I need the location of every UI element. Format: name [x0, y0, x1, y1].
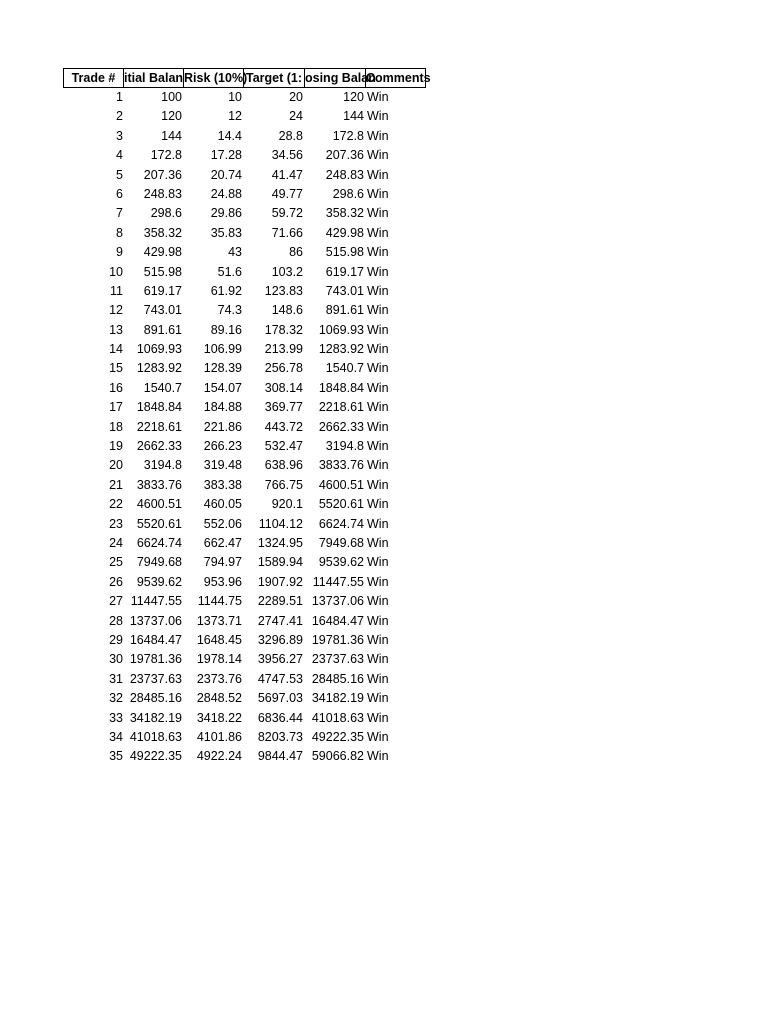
target-cell[interactable]: 20 — [289, 90, 303, 104]
trade-number-cell[interactable]: 10 — [109, 264, 123, 279]
target-cell[interactable]: 3956.27 — [257, 652, 303, 667]
target-cell[interactable]: 369.77 — [264, 400, 303, 415]
risk-cell[interactable]: 1978.14 — [196, 652, 242, 667]
initial-balance-cell[interactable]: 13737.06 — [129, 613, 182, 628]
initial-balance-cell[interactable]: 3833.76 — [136, 477, 182, 492]
closing-balance-cell[interactable]: 298.6 — [332, 186, 364, 201]
table-row — [63, 476, 426, 495]
target-cell[interactable]: 443.72 — [264, 419, 303, 434]
trade-number-cell[interactable]: 27 — [109, 594, 123, 609]
comments-cell[interactable]: Win — [367, 497, 389, 512]
risk-cell[interactable]: 4101.86 — [196, 729, 242, 744]
comments-cell[interactable]: Win — [367, 128, 389, 143]
risk-cell[interactable]: 1144.75 — [197, 594, 242, 609]
initial-balance-cell[interactable]: 7949.68 — [136, 555, 182, 570]
comments-cell[interactable]: Win — [367, 109, 389, 124]
risk-cell[interactable]: 154.07 — [203, 380, 242, 395]
trade-table — [63, 68, 431, 767]
trade-number-cell[interactable]: 22 — [109, 497, 123, 512]
table-row — [63, 166, 426, 185]
closing-balance-cell[interactable]: 619.17 — [325, 264, 364, 279]
table-row — [63, 224, 426, 243]
closing-balance-cell[interactable]: 207.36 — [325, 148, 364, 163]
comments-cell[interactable]: Win — [367, 380, 389, 395]
table-row — [63, 747, 426, 766]
closing-balance-cell[interactable]: 4600.51 — [318, 477, 364, 492]
risk-cell[interactable]: 24.88 — [210, 186, 242, 201]
initial-balance-cell[interactable]: 1283.92 — [136, 361, 182, 376]
target-cell[interactable]: 256.78 — [264, 361, 303, 376]
table-row — [63, 456, 426, 475]
comments-cell[interactable]: Win — [367, 186, 389, 201]
initial-balance-cell[interactable]: 5520.61 — [136, 516, 182, 531]
risk-cell[interactable]: 221.86 — [203, 419, 242, 434]
trade-number-cell[interactable]: 29 — [109, 632, 123, 647]
target-cell[interactable]: 766.75 — [264, 477, 303, 492]
comments-cell[interactable]: Win — [367, 477, 389, 492]
closing-balance-cell[interactable]: 1540.7 — [325, 361, 364, 376]
initial-balance-cell[interactable]: 9539.62 — [136, 574, 182, 589]
comments-cell[interactable]: Win — [367, 225, 389, 240]
target-cell[interactable]: 1104.12 — [258, 516, 303, 531]
table-row — [63, 515, 426, 534]
closing-balance-cell[interactable]: 2218.61 — [318, 400, 364, 415]
target-cell[interactable]: 3296.89 — [257, 632, 303, 647]
risk-cell[interactable]: 3418.22 — [196, 710, 242, 725]
initial-balance-cell[interactable]: 172.8 — [150, 148, 182, 163]
target-cell[interactable]: 8203.73 — [257, 729, 303, 744]
closing-balance-cell[interactable]: 23737.63 — [311, 652, 364, 667]
risk-cell[interactable]: 14.4 — [217, 128, 242, 143]
comments-cell[interactable]: Win — [367, 632, 389, 647]
closing-balance-cell[interactable]: 59066.82 — [311, 749, 364, 764]
trade-number-cell[interactable]: 23 — [109, 516, 123, 531]
table-row — [63, 553, 426, 572]
closing-balance-cell[interactable]: 172.8 — [332, 128, 364, 143]
closing-balance-cell[interactable]: 743.01 — [325, 283, 364, 298]
closing-balance-cell[interactable]: 7949.68 — [318, 535, 364, 550]
table-row — [63, 495, 426, 514]
comments-cell[interactable]: Win — [367, 671, 389, 686]
trade-number-cell[interactable]: 21 — [109, 477, 123, 492]
table-row — [63, 418, 426, 437]
risk-cell[interactable]: 10 — [228, 90, 242, 104]
comments-cell[interactable]: Win — [367, 245, 389, 260]
header-trade-number[interactable]: Trade # — [63, 68, 124, 88]
closing-balance-cell[interactable]: 2662.33 — [318, 419, 364, 434]
comments-cell[interactable]: Win — [367, 710, 389, 725]
trade-number-cell[interactable]: 7 — [116, 206, 123, 221]
comments-cell[interactable]: Win — [367, 652, 389, 667]
trade-number-cell[interactable]: 5 — [116, 167, 123, 182]
risk-cell[interactable]: 89.16 — [210, 322, 242, 337]
initial-balance-cell[interactable]: 3194.8 — [143, 458, 182, 473]
risk-cell[interactable]: 552.06 — [203, 516, 242, 531]
initial-balance-cell[interactable]: 891.61 — [143, 322, 182, 337]
target-cell[interactable]: 49.77 — [271, 186, 303, 201]
initial-balance-cell[interactable]: 100 — [161, 90, 182, 104]
closing-balance-cell[interactable]: 6624.74 — [318, 516, 364, 531]
closing-balance-cell[interactable]: 515.98 — [325, 245, 364, 260]
risk-cell[interactable]: 35.83 — [210, 225, 242, 240]
closing-balance-cell[interactable]: 891.61 — [325, 303, 364, 318]
risk-cell[interactable]: 128.39 — [203, 361, 242, 376]
trade-number-cell[interactable]: 17 — [109, 400, 123, 415]
table-row — [63, 689, 426, 708]
comments-cell[interactable]: Win — [367, 303, 389, 318]
comments-cell[interactable]: Win — [367, 594, 389, 609]
comments-cell[interactable]: Win — [367, 439, 389, 454]
risk-cell[interactable]: 20.74 — [210, 167, 242, 182]
target-cell[interactable]: 920.1 — [271, 497, 303, 512]
closing-balance-cell[interactable]: 1283.92 — [318, 342, 364, 357]
closing-balance-cell[interactable]: 358.32 — [325, 206, 364, 221]
risk-cell[interactable]: 2373.76 — [196, 671, 242, 686]
header-closing-balance[interactable]: osing Balan — [305, 68, 366, 88]
trade-number-cell[interactable]: 32 — [109, 691, 123, 706]
target-cell[interactable]: 86 — [289, 245, 303, 260]
risk-cell[interactable]: 662.47 — [203, 535, 242, 550]
table-row — [63, 709, 426, 728]
risk-cell[interactable]: 1648.45 — [196, 632, 242, 647]
risk-cell[interactable]: 184.88 — [203, 400, 242, 415]
risk-cell[interactable]: 43 — [228, 245, 242, 260]
comments-cell[interactable]: Win — [367, 749, 389, 764]
trade-number-cell[interactable]: 30 — [109, 652, 123, 667]
target-cell[interactable]: 178.32 — [264, 322, 303, 337]
trade-number-cell[interactable]: 16 — [109, 380, 123, 395]
risk-cell[interactable]: 29.86 — [210, 206, 242, 221]
table-row — [63, 282, 426, 301]
risk-cell[interactable]: 61.92 — [210, 283, 242, 298]
table-row — [63, 146, 426, 165]
initial-balance-cell[interactable]: 120 — [161, 109, 182, 124]
comments-cell[interactable]: Win — [367, 167, 389, 182]
trade-number-cell[interactable]: 34 — [109, 729, 123, 744]
comments-cell[interactable]: Win — [367, 691, 389, 706]
target-cell[interactable]: 2289.51 — [257, 594, 303, 609]
comments-cell[interactable]: Win — [367, 206, 389, 221]
risk-cell[interactable]: 953.96 — [203, 574, 242, 589]
table-row — [63, 534, 426, 553]
initial-balance-cell[interactable]: 429.98 — [143, 245, 182, 260]
comments-cell[interactable]: Win — [367, 419, 389, 434]
comments-cell[interactable]: Win — [367, 264, 389, 279]
initial-balance-cell[interactable]: 34182.19 — [129, 710, 182, 725]
initial-balance-cell[interactable]: 144 — [161, 128, 182, 143]
trade-number-cell[interactable]: 15 — [109, 361, 123, 376]
table-body — [63, 88, 426, 767]
risk-cell[interactable]: 74.3 — [217, 303, 242, 318]
table-row — [63, 340, 426, 359]
initial-balance-cell[interactable]: 16484.47 — [129, 632, 182, 647]
risk-cell[interactable]: 17.28 — [210, 148, 242, 163]
target-cell[interactable]: 103.2 — [271, 264, 303, 279]
risk-cell[interactable]: 319.48 — [203, 458, 242, 473]
closing-balance-cell[interactable]: 19781.36 — [311, 632, 364, 647]
initial-balance-cell[interactable]: 19781.36 — [129, 652, 182, 667]
comments-cell[interactable]: Win — [367, 729, 389, 744]
initial-balance-cell[interactable]: 298.6 — [150, 206, 182, 221]
target-cell[interactable]: 41.47 — [271, 167, 303, 182]
closing-balance-cell[interactable]: 28485.16 — [311, 671, 364, 686]
target-cell[interactable]: 123.83 — [264, 283, 303, 298]
target-cell[interactable]: 28.8 — [278, 128, 303, 143]
target-cell[interactable]: 148.6 — [271, 303, 303, 318]
comments-cell[interactable]: Win — [367, 90, 389, 104]
closing-balance-cell[interactable]: 49222.35 — [311, 729, 364, 744]
trade-number-cell[interactable]: 19 — [109, 439, 123, 454]
closing-balance-cell[interactable]: 34182.19 — [311, 691, 364, 706]
comments-cell[interactable]: Win — [367, 361, 389, 376]
risk-cell[interactable]: 383.38 — [203, 477, 242, 492]
target-cell[interactable]: 4747.53 — [257, 671, 303, 686]
trade-number-cell[interactable]: 9 — [116, 245, 123, 260]
target-cell[interactable]: 24 — [289, 109, 303, 124]
closing-balance-cell[interactable]: 41018.63 — [311, 710, 364, 725]
initial-balance-cell[interactable]: 515.98 — [143, 264, 182, 279]
target-cell[interactable]: 9844.47 — [257, 749, 303, 764]
table-row — [63, 243, 426, 262]
risk-cell[interactable]: 460.05 — [203, 497, 242, 512]
table-row — [63, 301, 426, 320]
table-row — [63, 321, 426, 340]
initial-balance-cell[interactable]: 41018.63 — [129, 729, 182, 744]
target-cell[interactable]: 6836.44 — [257, 710, 303, 725]
trade-number-cell[interactable]: 6 — [116, 186, 123, 201]
trade-number-cell[interactable]: 20 — [109, 458, 123, 473]
target-cell[interactable]: 5697.03 — [257, 691, 303, 706]
risk-cell[interactable]: 266.23 — [203, 439, 242, 454]
table-row — [63, 631, 426, 650]
table-row — [63, 127, 426, 146]
trade-number-cell[interactable]: 2 — [116, 109, 123, 124]
target-cell[interactable]: 532.47 — [264, 439, 303, 454]
target-cell[interactable]: 1589.94 — [257, 555, 303, 570]
table-row — [63, 437, 426, 456]
trade-number-cell[interactable]: 14 — [109, 342, 123, 357]
trade-number-cell[interactable]: 28 — [109, 613, 123, 628]
target-cell[interactable]: 213.99 — [264, 342, 303, 357]
table-row — [63, 670, 426, 689]
table-row — [63, 728, 426, 747]
initial-balance-cell[interactable]: 2218.61 — [136, 419, 182, 434]
comments-cell[interactable]: Win — [367, 458, 389, 473]
trade-number-cell[interactable]: 35 — [109, 749, 123, 764]
table-row — [63, 263, 426, 282]
trade-number-cell[interactable]: 24 — [109, 535, 123, 550]
initial-balance-cell[interactable]: 1540.7 — [143, 380, 182, 395]
closing-balance-cell[interactable]: 16484.47 — [311, 613, 364, 628]
initial-balance-cell[interactable]: 358.32 — [143, 225, 182, 240]
target-cell[interactable]: 308.14 — [264, 380, 303, 395]
initial-balance-cell[interactable]: 1848.84 — [136, 400, 182, 415]
trade-number-cell[interactable]: 11 — [110, 283, 123, 298]
risk-cell[interactable]: 794.97 — [203, 555, 242, 570]
comments-cell[interactable]: Win — [367, 342, 389, 357]
table-row — [63, 359, 426, 378]
initial-balance-cell[interactable]: 49222.35 — [129, 749, 182, 764]
initial-balance-cell[interactable]: 23737.63 — [129, 671, 182, 686]
header-target[interactable]: Target (1: — [244, 68, 305, 88]
initial-balance-cell[interactable]: 2662.33 — [136, 439, 182, 454]
comments-cell[interactable]: Win — [367, 516, 389, 531]
initial-balance-cell[interactable]: 207.36 — [143, 167, 182, 182]
comments-cell[interactable]: Win — [367, 574, 389, 589]
initial-balance-cell[interactable]: 6624.74 — [136, 535, 182, 550]
risk-cell[interactable]: 51.6 — [217, 264, 242, 279]
header-risk[interactable]: Risk (10%) — [184, 68, 244, 88]
initial-balance-cell[interactable]: 4600.51 — [136, 497, 182, 512]
trade-number-cell[interactable]: 18 — [109, 419, 123, 434]
trade-number-cell[interactable]: 26 — [109, 574, 123, 589]
trade-number-cell[interactable]: 8 — [116, 225, 123, 240]
table-row — [63, 650, 426, 669]
comments-cell[interactable]: Win — [367, 283, 389, 298]
comments-cell[interactable]: Win — [367, 555, 389, 570]
trade-number-cell[interactable]: 12 — [109, 303, 123, 318]
closing-balance-cell[interactable]: 1069.93 — [318, 322, 364, 337]
table-row — [63, 185, 426, 204]
closing-balance-cell[interactable]: 144 — [343, 109, 364, 124]
trade-number-cell[interactable]: 25 — [109, 555, 123, 570]
target-cell[interactable]: 638.96 — [264, 458, 303, 473]
trade-number-cell[interactable]: 33 — [109, 710, 123, 725]
closing-balance-cell[interactable]: 3194.8 — [325, 439, 364, 454]
closing-balance-cell[interactable]: 13737.06 — [311, 594, 364, 609]
initial-balance-cell[interactable]: 28485.16 — [129, 691, 182, 706]
target-cell[interactable]: 2747.41 — [257, 613, 303, 628]
table-row — [63, 88, 426, 107]
table-row — [63, 204, 426, 223]
table-row — [63, 612, 426, 631]
initial-balance-cell[interactable]: 743.01 — [143, 303, 182, 318]
closing-balance-cell[interactable]: 1848.84 — [318, 380, 364, 395]
table-row — [63, 398, 426, 417]
risk-cell[interactable]: 1373.71 — [196, 613, 242, 628]
initial-balance-cell[interactable]: 11447.55 — [130, 594, 182, 609]
target-cell[interactable]: 71.66 — [271, 225, 303, 240]
closing-balance-cell[interactable]: 5520.61 — [318, 497, 364, 512]
trade-number-cell[interactable]: 31 — [109, 671, 123, 686]
risk-cell[interactable]: 4922.24 — [196, 749, 242, 764]
table-row — [63, 379, 426, 398]
initial-balance-cell[interactable]: 1069.93 — [136, 342, 182, 357]
target-cell[interactable]: 1907.92 — [257, 574, 303, 589]
target-cell[interactable]: 34.56 — [271, 148, 303, 163]
closing-balance-cell[interactable]: 3833.76 — [318, 458, 364, 473]
table-row — [63, 573, 426, 592]
table-row — [63, 107, 426, 126]
trade-number-cell[interactable]: 4 — [116, 148, 123, 163]
trade-number-cell[interactable]: 1 — [116, 90, 123, 104]
target-cell[interactable]: 59.72 — [271, 206, 303, 221]
risk-cell[interactable]: 2848.52 — [196, 691, 242, 706]
trade-number-cell[interactable]: 13 — [109, 322, 123, 337]
comments-cell[interactable]: Win — [367, 535, 389, 550]
closing-balance-cell[interactable]: 11447.55 — [312, 574, 364, 589]
initial-balance-cell[interactable]: 248.83 — [143, 186, 182, 201]
comments-cell[interactable]: Win — [367, 322, 389, 337]
table-row — [63, 592, 426, 611]
header-comments[interactable]: Comments — [366, 68, 426, 88]
comments-cell[interactable]: Win — [367, 148, 389, 163]
risk-cell[interactable]: 106.99 — [203, 342, 242, 357]
header-initial-balance[interactable]: itial Balan — [124, 68, 184, 88]
risk-cell[interactable]: 12 — [228, 109, 242, 124]
closing-balance-cell[interactable]: 9539.62 — [318, 555, 364, 570]
closing-balance-cell[interactable]: 248.83 — [325, 167, 364, 182]
trade-number-cell[interactable]: 3 — [116, 128, 123, 143]
target-cell[interactable]: 1324.95 — [257, 535, 303, 550]
closing-balance-cell[interactable]: 120 — [343, 90, 364, 104]
header-row — [63, 68, 431, 88]
initial-balance-cell[interactable]: 619.17 — [143, 283, 182, 298]
closing-balance-cell[interactable]: 429.98 — [325, 225, 364, 240]
comments-cell[interactable]: Win — [367, 613, 389, 628]
comments-cell[interactable]: Win — [367, 400, 389, 415]
